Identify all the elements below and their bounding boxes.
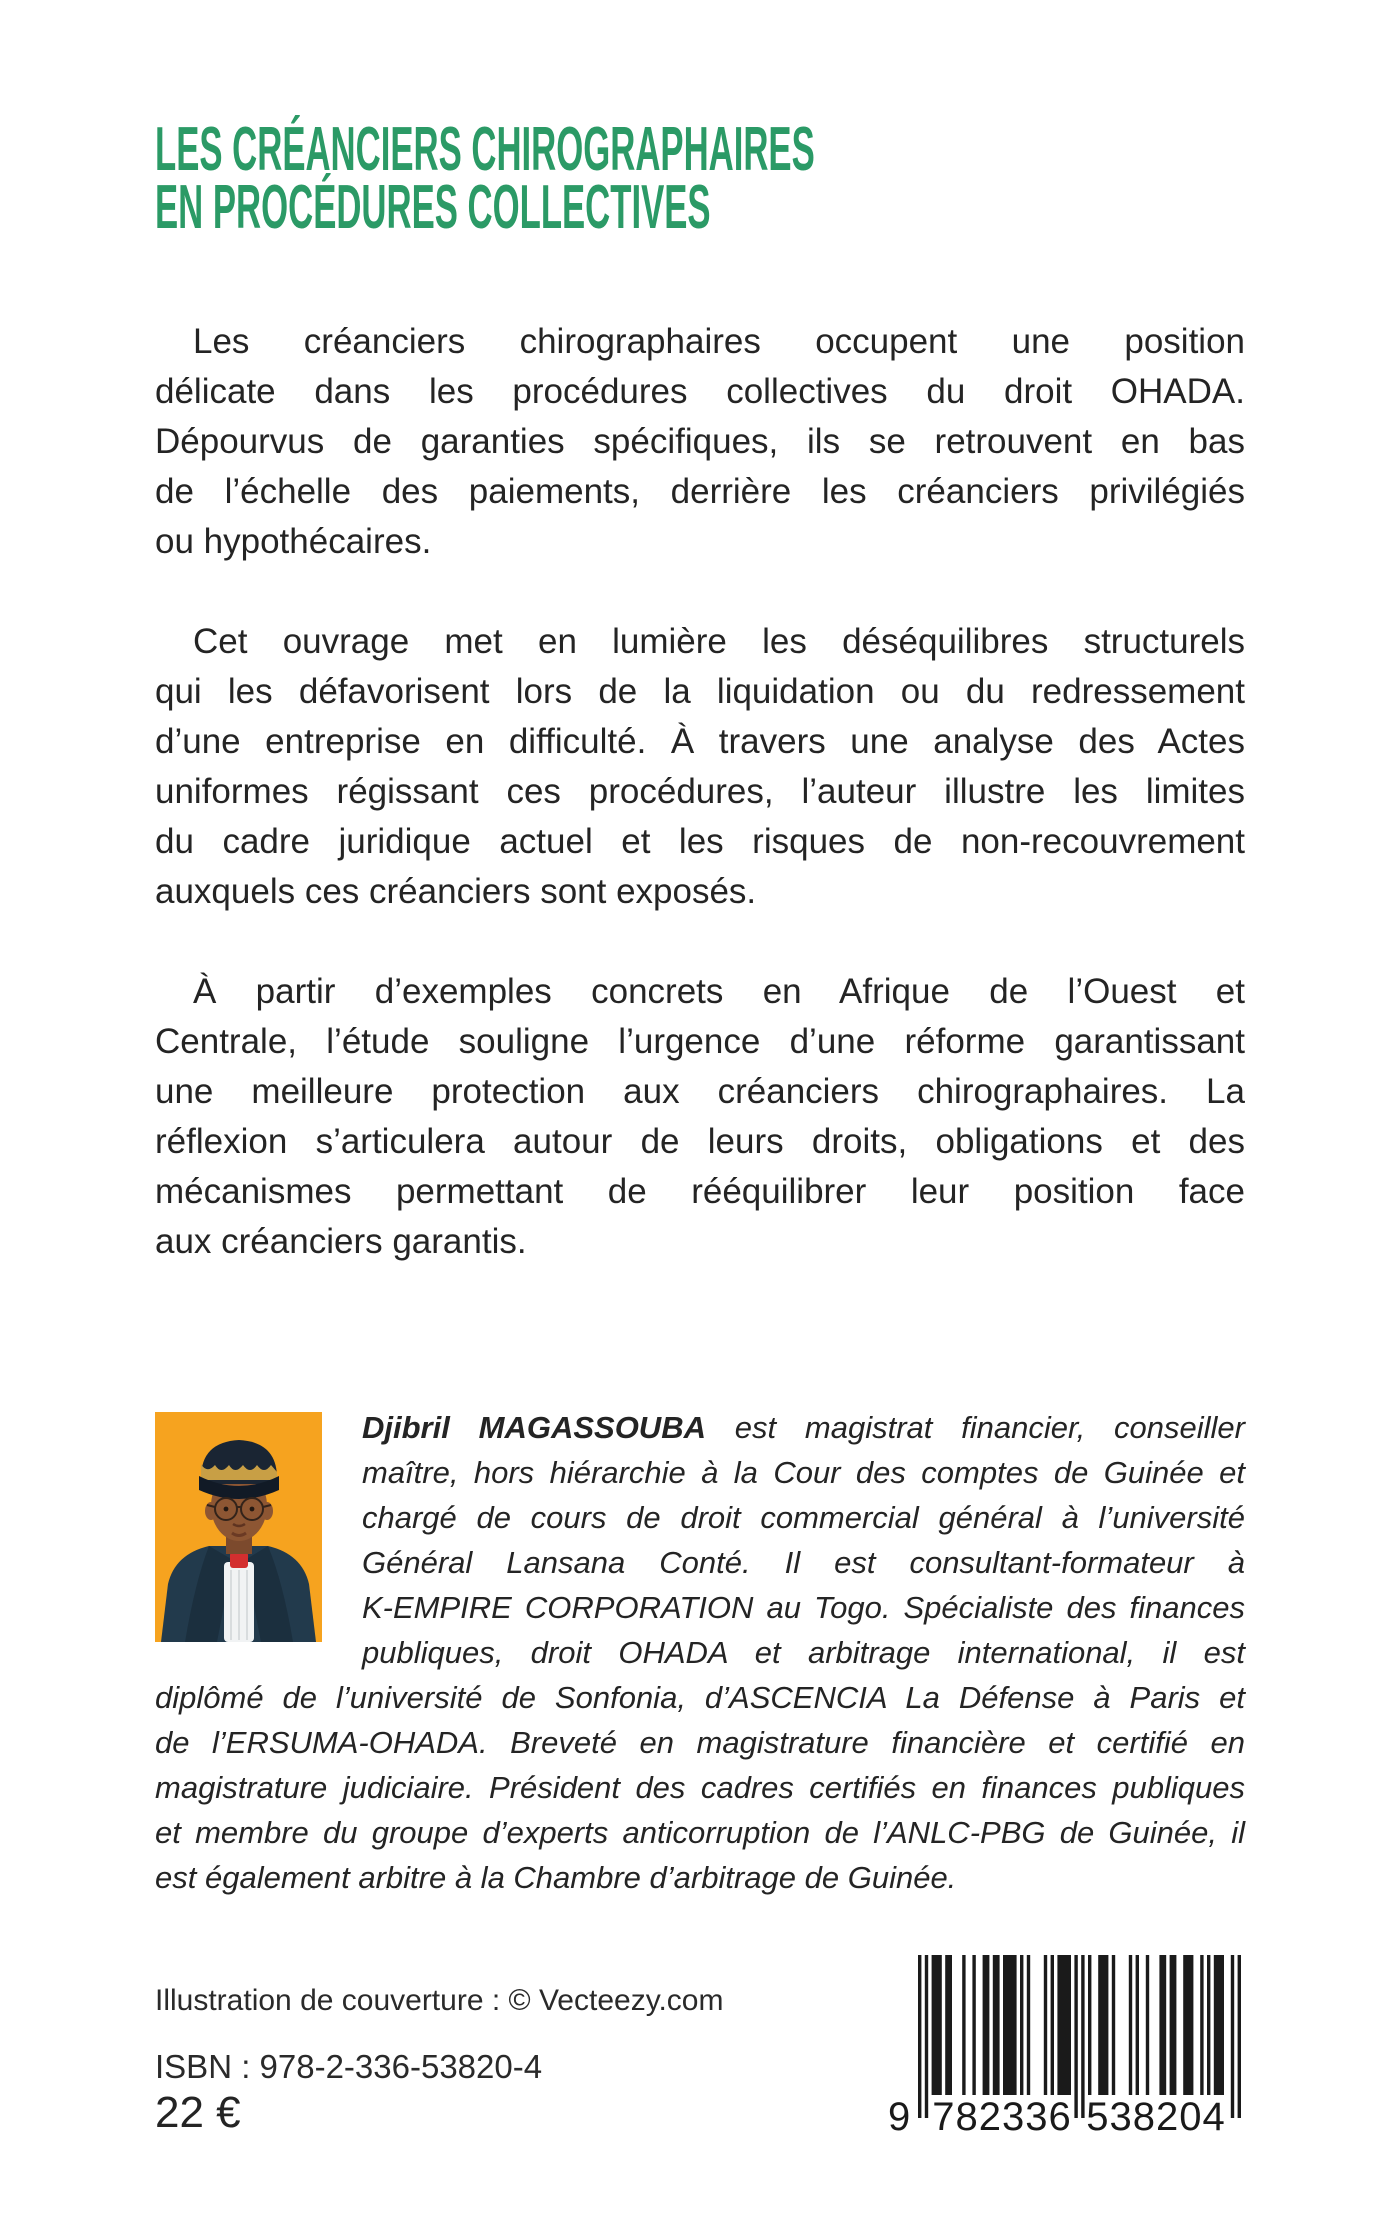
- text-line: ou hypothécaires.: [155, 522, 432, 561]
- book-title-line-1: LES CRÉANCIERS CHIROGRAPHAIRES: [155, 115, 815, 184]
- text-line: Cet ouvrage met en lumière les déséquilibres structurels: [193, 622, 1245, 661]
- text-line: Dépourvus de garanties spécifiques, ils se retrouvent en bas: [155, 422, 1245, 461]
- text-line: aux créanciers garantis.: [155, 1222, 527, 1261]
- text-line: délicate dans les procédures collectives du droit OHADA.: [155, 372, 1245, 411]
- book-title-line-2: EN PROCÉDURES COLLECTIVES: [155, 173, 711, 242]
- text-line: de l’ERSUMA-OHADA. Breveté en magistrature financière et certifié en: [155, 1725, 1245, 1760]
- text-line: uniformes régissant ces procédures, l’auteur illustre les limites: [155, 772, 1245, 811]
- text-line: qui les défavorisent lors de la liquidation ou du redressement: [155, 672, 1245, 711]
- text-line: mécanismes permettant de rééquilibrer leur position face: [155, 1172, 1245, 1211]
- author-bio-line-1-rest: est magistrat financier, conseiller: [734, 1410, 1245, 1445]
- text-line: Général Lansana Conté. Il est consultant-formateur à: [362, 1545, 1245, 1580]
- text-line: chargé de cours de droit commercial général à l’université: [362, 1500, 1245, 1535]
- barcode: [888, 1955, 1260, 2145]
- summary-text: [155, 317, 1245, 1267]
- text-line: du cadre juridique actuel et les risques de non-recouvrement: [155, 822, 1245, 861]
- isbn-text: ISBN : 978-2-336-53820-4: [155, 2048, 543, 2085]
- barcode-digits: [888, 2094, 1260, 2144]
- barcode-digit-group-2: 538204: [1086, 2095, 1226, 2139]
- text-line: diplômé de l’université de Sonfonia, d’ASCENCIA La Défense à Paris et: [155, 1680, 1245, 1715]
- text-line: d’une entreprise en difficulté. À travers une analyse des Actes: [155, 722, 1245, 761]
- illustration-credit: Illustration de couverture : © Vecteezy.com: [155, 1984, 724, 2017]
- price-text: 22 €: [155, 2088, 241, 2137]
- barcode-digit-group-1: 782336: [932, 2095, 1072, 2139]
- summary-paragraph-1: [155, 317, 1245, 567]
- summary-paragraph-3: [155, 967, 1245, 1267]
- text-line: est également arbitre à la Chambre d’arbitrage de Guinée.: [155, 1860, 957, 1895]
- text-line: de l’échelle des paiements, derrière les créanciers privilégiés: [155, 472, 1245, 511]
- text-line: et membre du groupe d’experts anticorruption de l’ANLC-PBG de Guinée, il: [155, 1815, 1245, 1850]
- summary-paragraph-2: [155, 617, 1245, 917]
- text-line: une meilleure protection aux créanciers chirographaires. La: [155, 1072, 1245, 1111]
- text-line: magistrature judiciaire. Président des cadres certifiés en finances publiques: [155, 1770, 1245, 1805]
- text-line: Les créanciers chirographaires occupent une position: [193, 322, 1245, 361]
- text-line: Centrale, l’étude souligne l’urgence d’une réforme garantissant: [155, 1022, 1245, 1061]
- author-name: Djibril MAGASSOUBA: [362, 1410, 706, 1445]
- author-bio-line-1: [362, 1405, 1245, 1450]
- text-line: auxquels ces créanciers sont exposés.: [155, 872, 757, 911]
- text-line: réflexion s’articulera autour de leurs droits, obligations et des: [155, 1122, 1245, 1161]
- text-line: publiques, droit OHADA et arbitrage international, il est: [362, 1635, 1245, 1670]
- author-bio: [155, 1405, 1245, 1900]
- barcode-digit-first: 9: [888, 2095, 911, 2139]
- text-line: K-EMPIRE CORPORATION au Togo. Spécialiste des finances: [362, 1590, 1245, 1625]
- text-line: maître, hors hiérarchie à la Cour des comptes de Guinée et: [362, 1455, 1245, 1490]
- author-bio-body: [155, 1450, 1245, 1900]
- text-line: À partir d’exemples concrets en Afrique de l’Ouest et: [193, 972, 1245, 1011]
